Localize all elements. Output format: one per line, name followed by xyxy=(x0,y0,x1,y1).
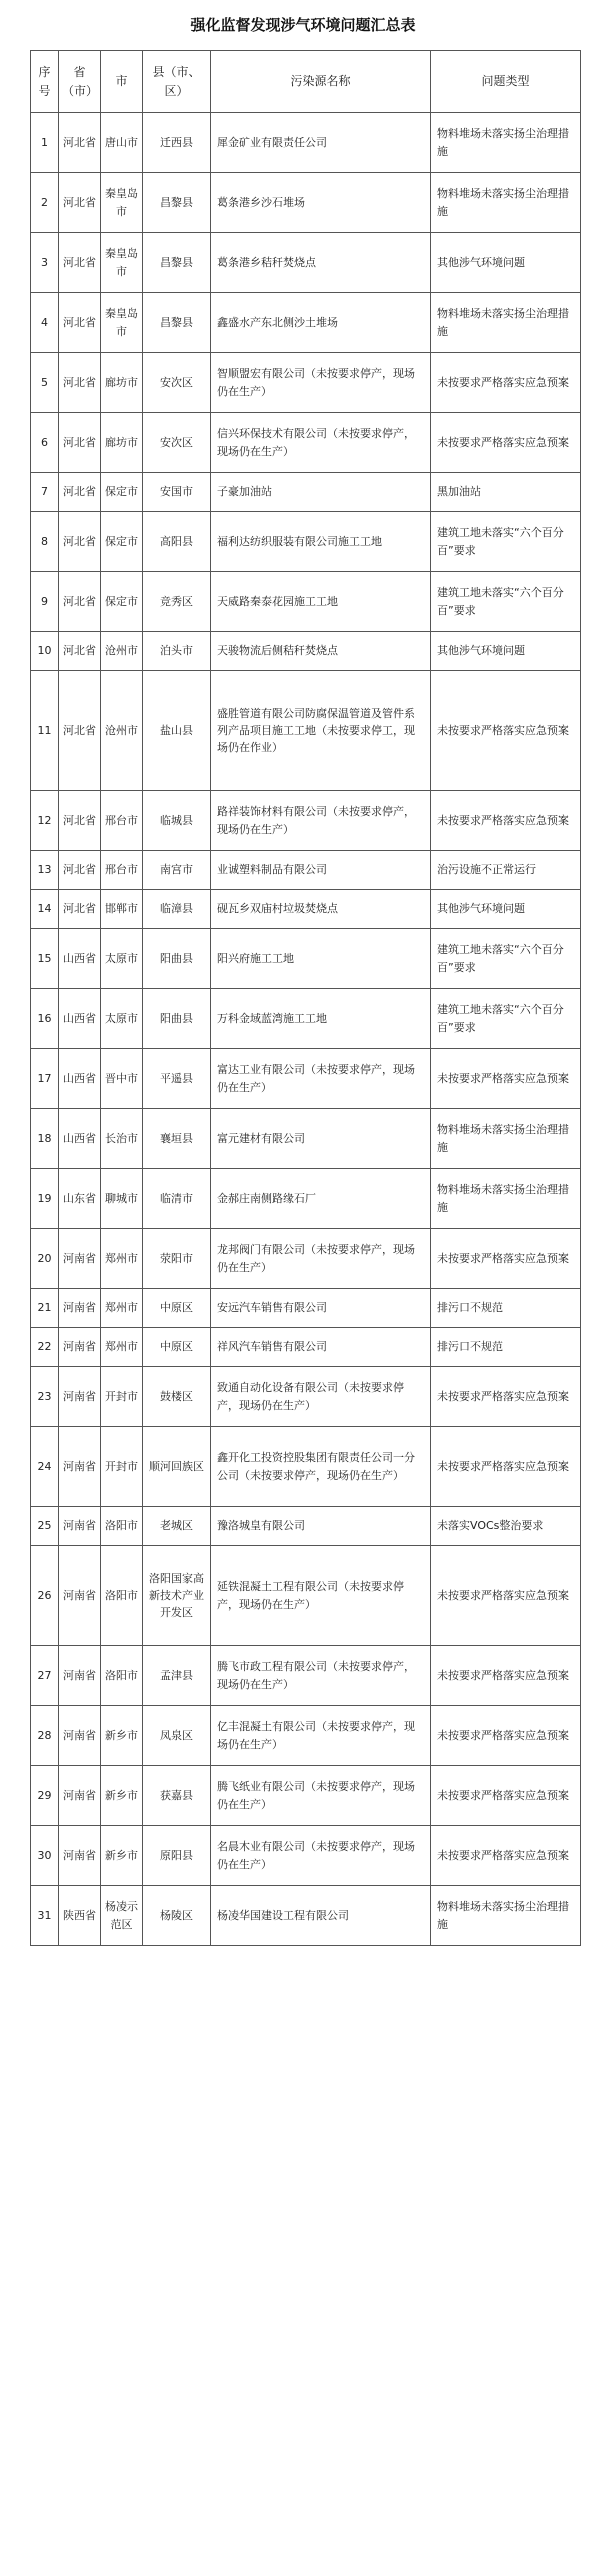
cell-city: 开封市 xyxy=(101,1427,143,1507)
table-row xyxy=(31,1289,581,1328)
cell-province: 河北省 xyxy=(59,173,101,233)
cell-city: 郑州市 xyxy=(101,1229,143,1289)
cell-no: 1 xyxy=(31,113,59,173)
cell-issue: 建筑工地未落实“六个百分百”要求 xyxy=(431,989,581,1049)
cell-city: 新乡市 xyxy=(101,1706,143,1766)
cell-city: 杨凌示范区 xyxy=(101,1886,143,1946)
cell-source: 阳兴府施工工地 xyxy=(211,929,431,989)
cell-county: 高阳县 xyxy=(143,512,211,572)
cell-source: 信兴环保技术有限公司（未按要求停产，现场仍在生产） xyxy=(211,413,431,473)
cell-county: 洛阳国家高新技术产业开发区 xyxy=(143,1546,211,1646)
cell-source: 金郝庄南侧路缘石厂 xyxy=(211,1169,431,1229)
cell-no: 19 xyxy=(31,1169,59,1229)
cell-no: 16 xyxy=(31,989,59,1049)
table-row xyxy=(31,851,581,890)
cell-source: 子豪加油站 xyxy=(211,473,431,512)
cell-province: 河北省 xyxy=(59,671,101,791)
table-row xyxy=(31,1427,581,1507)
cell-city: 沧州市 xyxy=(101,632,143,671)
cell-no: 22 xyxy=(31,1328,59,1367)
cell-county: 获嘉县 xyxy=(143,1766,211,1826)
cell-province: 河南省 xyxy=(59,1507,101,1546)
cell-no: 17 xyxy=(31,1049,59,1109)
cell-source: 豫洛城皇有限公司 xyxy=(211,1507,431,1546)
cell-issue: 未按要求严格落实应急预案 xyxy=(431,1646,581,1706)
header-row xyxy=(31,51,581,113)
cell-no: 5 xyxy=(31,353,59,413)
cell-province: 河北省 xyxy=(59,413,101,473)
cell-issue: 其他涉气环境问题 xyxy=(431,890,581,929)
table-row xyxy=(31,473,581,512)
cell-no: 12 xyxy=(31,791,59,851)
table-row xyxy=(31,791,581,851)
header-no: 序号 xyxy=(31,51,59,113)
cell-county: 昌黎县 xyxy=(143,293,211,353)
cell-city: 郑州市 xyxy=(101,1328,143,1367)
cell-no: 30 xyxy=(31,1826,59,1886)
cell-city: 洛阳市 xyxy=(101,1646,143,1706)
cell-issue: 未按要求严格落实应急预案 xyxy=(431,791,581,851)
cell-no: 11 xyxy=(31,671,59,791)
table-row xyxy=(31,233,581,293)
table-row xyxy=(31,1826,581,1886)
cell-issue: 未按要求严格落实应急预案 xyxy=(431,1427,581,1507)
cell-issue: 未按要求严格落实应急预案 xyxy=(431,413,581,473)
cell-province: 河北省 xyxy=(59,632,101,671)
cell-no: 18 xyxy=(31,1109,59,1169)
cell-province: 河北省 xyxy=(59,512,101,572)
cell-source: 万科金域蓝湾施工工地 xyxy=(211,989,431,1049)
cell-county: 荥阳市 xyxy=(143,1229,211,1289)
cell-province: 河北省 xyxy=(59,293,101,353)
cell-county: 临清市 xyxy=(143,1169,211,1229)
cell-source: 福利达纺织服装有限公司施工工地 xyxy=(211,512,431,572)
cell-county: 老城区 xyxy=(143,1507,211,1546)
cell-province: 河南省 xyxy=(59,1826,101,1886)
cell-province: 河北省 xyxy=(59,890,101,929)
cell-no: 23 xyxy=(31,1367,59,1427)
cell-issue: 物料堆场未落实扬尘治理措施 xyxy=(431,1169,581,1229)
cell-source: 天骏物流后侧秸秆焚烧点 xyxy=(211,632,431,671)
cell-source: 路祥装饰材料有限公司（未按要求停产，现场仍在生产） xyxy=(211,791,431,851)
cell-county: 孟津县 xyxy=(143,1646,211,1706)
page-title: 强化监督发现涉气环境问题汇总表 xyxy=(190,16,416,34)
cell-province: 河北省 xyxy=(59,233,101,293)
cell-county: 鼓楼区 xyxy=(143,1367,211,1427)
cell-city: 秦皇岛市 xyxy=(101,293,143,353)
table-row xyxy=(31,1109,581,1169)
cell-county: 迁西县 xyxy=(143,113,211,173)
cell-city: 开封市 xyxy=(101,1367,143,1427)
table-row xyxy=(31,890,581,929)
cell-county: 临漳县 xyxy=(143,890,211,929)
cell-issue: 未按要求严格落实应急预案 xyxy=(431,1706,581,1766)
cell-city: 廊坊市 xyxy=(101,353,143,413)
cell-issue: 建筑工地未落实“六个百分百”要求 xyxy=(431,512,581,572)
cell-county: 泊头市 xyxy=(143,632,211,671)
cell-county: 中原区 xyxy=(143,1328,211,1367)
cell-no: 26 xyxy=(31,1546,59,1646)
header-province: 省（市） xyxy=(59,51,101,113)
cell-source: 致通自动化设备有限公司（未按要求停产，现场仍在生产） xyxy=(211,1367,431,1427)
cell-province: 河北省 xyxy=(59,113,101,173)
cell-source: 龙邦阀门有限公司（未按要求停产，现场仍在生产） xyxy=(211,1229,431,1289)
cell-no: 29 xyxy=(31,1766,59,1826)
cell-no: 4 xyxy=(31,293,59,353)
table-row xyxy=(31,293,581,353)
cell-issue: 物料堆场未落实扬尘治理措施 xyxy=(431,1886,581,1946)
cell-no: 9 xyxy=(31,572,59,632)
cell-province: 河北省 xyxy=(59,353,101,413)
cell-county: 安国市 xyxy=(143,473,211,512)
cell-source: 延铁混凝土工程有限公司（未按要求停产，现场仍在生产） xyxy=(211,1546,431,1646)
cell-issue: 未落实VOCs整治要求 xyxy=(431,1507,581,1546)
header-county: 县（市、区） xyxy=(143,51,211,113)
cell-no: 13 xyxy=(31,851,59,890)
cell-no: 2 xyxy=(31,173,59,233)
cell-no: 28 xyxy=(31,1706,59,1766)
cell-issue: 未按要求严格落实应急预案 xyxy=(431,1367,581,1427)
cell-no: 3 xyxy=(31,233,59,293)
cell-issue: 物料堆场未落实扬尘治理措施 xyxy=(431,1109,581,1169)
table-row xyxy=(31,1706,581,1766)
cell-city: 太原市 xyxy=(101,929,143,989)
cell-city: 保定市 xyxy=(101,512,143,572)
cell-source: 腾飞市政工程有限公司（未按要求停产，现场仍在生产） xyxy=(211,1646,431,1706)
table-row xyxy=(31,1229,581,1289)
cell-city: 新乡市 xyxy=(101,1826,143,1886)
cell-issue: 其他涉气环境问题 xyxy=(431,233,581,293)
cell-city: 太原市 xyxy=(101,989,143,1049)
cell-issue: 未按要求严格落实应急预案 xyxy=(431,1229,581,1289)
cell-no: 15 xyxy=(31,929,59,989)
cell-source: 葛条港乡秸秆焚烧点 xyxy=(211,233,431,293)
cell-province: 河北省 xyxy=(59,473,101,512)
cell-no: 20 xyxy=(31,1229,59,1289)
table-row xyxy=(31,989,581,1049)
cell-county: 平遥县 xyxy=(143,1049,211,1109)
cell-source: 名晨木业有限公司（未按要求停产，现场仍在生产） xyxy=(211,1826,431,1886)
table-row xyxy=(31,1766,581,1826)
table-row xyxy=(31,572,581,632)
cell-province: 山西省 xyxy=(59,929,101,989)
cell-province: 河南省 xyxy=(59,1706,101,1766)
cell-no: 21 xyxy=(31,1289,59,1328)
cell-issue: 物料堆场未落实扬尘治理措施 xyxy=(431,293,581,353)
cell-province: 陕西省 xyxy=(59,1886,101,1946)
cell-county: 中原区 xyxy=(143,1289,211,1328)
cell-city: 邢台市 xyxy=(101,851,143,890)
cell-city: 邯郸市 xyxy=(101,890,143,929)
cell-no: 6 xyxy=(31,413,59,473)
cell-no: 31 xyxy=(31,1886,59,1946)
cell-no: 24 xyxy=(31,1427,59,1507)
cell-county: 杨陵区 xyxy=(143,1886,211,1946)
cell-county: 盐山县 xyxy=(143,671,211,791)
cell-source: 富元建材有限公司 xyxy=(211,1109,431,1169)
cell-source: 祥风汽车销售有限公司 xyxy=(211,1328,431,1367)
cell-county: 安次区 xyxy=(143,413,211,473)
cell-source: 安远汽车销售有限公司 xyxy=(211,1289,431,1328)
header-issue: 问题类型 xyxy=(431,51,581,113)
cell-county: 襄垣县 xyxy=(143,1109,211,1169)
table-row xyxy=(31,1886,581,1946)
cell-city: 洛阳市 xyxy=(101,1546,143,1646)
cell-issue: 排污口不规范 xyxy=(431,1289,581,1328)
cell-city: 保定市 xyxy=(101,473,143,512)
cell-city: 聊城市 xyxy=(101,1169,143,1229)
cell-county: 昌黎县 xyxy=(143,233,211,293)
cell-county: 阳曲县 xyxy=(143,929,211,989)
table-row xyxy=(31,1367,581,1427)
cell-city: 长治市 xyxy=(101,1109,143,1169)
cell-province: 河南省 xyxy=(59,1229,101,1289)
cell-county: 昌黎县 xyxy=(143,173,211,233)
table-row xyxy=(31,1507,581,1546)
cell-issue: 建筑工地未落实“六个百分百”要求 xyxy=(431,929,581,989)
cell-issue: 其他涉气环境问题 xyxy=(431,632,581,671)
table-row xyxy=(31,1546,581,1646)
table-row xyxy=(31,512,581,572)
cell-issue: 未按要求严格落实应急预案 xyxy=(431,1826,581,1886)
cell-no: 14 xyxy=(31,890,59,929)
cell-city: 新乡市 xyxy=(101,1766,143,1826)
table-body xyxy=(31,113,581,1946)
cell-city: 郑州市 xyxy=(101,1289,143,1328)
cell-province: 河南省 xyxy=(59,1427,101,1507)
cell-province: 河北省 xyxy=(59,851,101,890)
cell-issue: 物料堆场未落实扬尘治理措施 xyxy=(431,173,581,233)
cell-county: 阳曲县 xyxy=(143,989,211,1049)
cell-source: 鑫盛水产东北侧沙土堆场 xyxy=(211,293,431,353)
table-row xyxy=(31,1169,581,1229)
cell-issue: 建筑工地未落实“六个百分百”要求 xyxy=(431,572,581,632)
cell-source: 天威路秦泰花园施工工地 xyxy=(211,572,431,632)
cell-city: 保定市 xyxy=(101,572,143,632)
cell-issue: 排污口不规范 xyxy=(431,1328,581,1367)
cell-city: 晋中市 xyxy=(101,1049,143,1109)
header-city: 市 xyxy=(101,51,143,113)
cell-province: 山东省 xyxy=(59,1169,101,1229)
cell-source: 腾飞纸业有限公司（未按要求停产，现场仍在生产） xyxy=(211,1766,431,1826)
table-row xyxy=(31,1646,581,1706)
cell-city: 秦皇岛市 xyxy=(101,173,143,233)
table-row xyxy=(31,113,581,173)
cell-city: 秦皇岛市 xyxy=(101,233,143,293)
cell-province: 河南省 xyxy=(59,1367,101,1427)
cell-province: 河北省 xyxy=(59,791,101,851)
cell-county: 原阳县 xyxy=(143,1826,211,1886)
cell-source: 鑫开化工投资控股集团有限责任公司一分公司（未按要求停产，现场仍在生产） xyxy=(211,1427,431,1507)
cell-source: 业诚塑料制品有限公司 xyxy=(211,851,431,890)
cell-source: 亿丰混凝土有限公司（未按要求停产，现场仍在生产） xyxy=(211,1706,431,1766)
cell-county: 南宫市 xyxy=(143,851,211,890)
table-row xyxy=(31,1328,581,1367)
cell-city: 沧州市 xyxy=(101,671,143,791)
cell-source: 盛胜管道有限公司防腐保温管道及管件系列产品项目施工工地（未按要求停工，现场仍在作业） xyxy=(211,671,431,791)
cell-issue: 黑加油站 xyxy=(431,473,581,512)
table-row xyxy=(31,671,581,791)
cell-county: 临城县 xyxy=(143,791,211,851)
header-source: 污染源名称 xyxy=(211,51,431,113)
cell-no: 27 xyxy=(31,1646,59,1706)
cell-province: 河南省 xyxy=(59,1766,101,1826)
cell-county: 竞秀区 xyxy=(143,572,211,632)
cell-province: 河南省 xyxy=(59,1646,101,1706)
cell-province: 河南省 xyxy=(59,1546,101,1646)
cell-county: 安次区 xyxy=(143,353,211,413)
cell-city: 廊坊市 xyxy=(101,413,143,473)
cell-no: 8 xyxy=(31,512,59,572)
table-row xyxy=(31,173,581,233)
cell-province: 河南省 xyxy=(59,1289,101,1328)
table-row xyxy=(31,353,581,413)
cell-city: 邢台市 xyxy=(101,791,143,851)
cell-source: 砚瓦乡双庙村垃圾焚烧点 xyxy=(211,890,431,929)
cell-source: 犀金矿业有限责任公司 xyxy=(211,113,431,173)
table-row xyxy=(31,413,581,473)
cell-issue: 未按要求严格落实应急预案 xyxy=(431,1049,581,1109)
cell-city: 洛阳市 xyxy=(101,1507,143,1546)
cell-province: 河北省 xyxy=(59,572,101,632)
cell-province: 山西省 xyxy=(59,989,101,1049)
cell-issue: 治污设施不正常运行 xyxy=(431,851,581,890)
cell-issue: 物料堆场未落实扬尘治理措施 xyxy=(431,113,581,173)
cell-no: 10 xyxy=(31,632,59,671)
table-row xyxy=(31,632,581,671)
cell-issue: 未按要求严格落实应急预案 xyxy=(431,1546,581,1646)
cell-county: 凤泉区 xyxy=(143,1706,211,1766)
cell-city: 唐山市 xyxy=(101,113,143,173)
cell-issue: 未按要求严格落实应急预案 xyxy=(431,1766,581,1826)
cell-source: 富达工业有限公司（未按要求停产，现场仍在生产） xyxy=(211,1049,431,1109)
cell-issue: 未按要求严格落实应急预案 xyxy=(431,671,581,791)
table-row xyxy=(31,929,581,989)
cell-no: 25 xyxy=(31,1507,59,1546)
issues-table xyxy=(30,50,581,1946)
cell-source: 杨凌华国建设工程有限公司 xyxy=(211,1886,431,1946)
cell-province: 山西省 xyxy=(59,1049,101,1109)
cell-province: 山西省 xyxy=(59,1109,101,1169)
cell-source: 葛条港乡沙石堆场 xyxy=(211,173,431,233)
cell-issue: 未按要求严格落实应急预案 xyxy=(431,353,581,413)
table-row xyxy=(31,1049,581,1109)
cell-county: 顺河回族区 xyxy=(143,1427,211,1507)
cell-source: 智顺盟宏有限公司（未按要求停产，现场仍在生产） xyxy=(211,353,431,413)
cell-province: 河南省 xyxy=(59,1328,101,1367)
cell-no: 7 xyxy=(31,473,59,512)
